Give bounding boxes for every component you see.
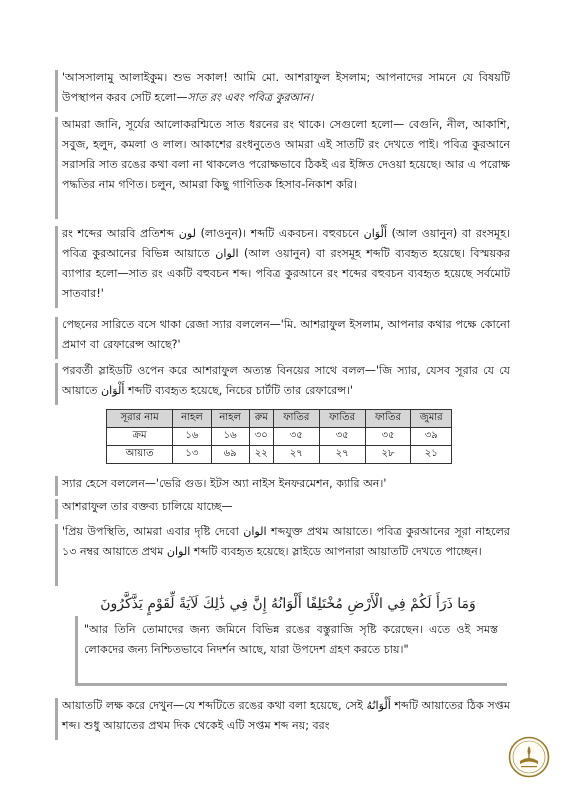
paragraph-rule: [55, 476, 58, 496]
table-cell: ২৭: [319, 446, 365, 464]
paragraph-reza-question: পেছনের সারিতে বসে থাকা রেজা স্যার বললেন—'মি. আশরাফুল ইসলাম, আপনার কথার পক্ষে কোনো প্রমাণ বা রেফারেন্স আছে?': [62, 318, 510, 351]
paragraph-arabic-word: রং শব্দের আরবি প্রতিশব্দ لون (লাওনুন)। শব্দটি একবচন। বহুবচনে أَلْوَان (আল ওয়ানুন) বা রংসমূহ। পবিত্র কুরআনের বিভিন্ন আয়াতে الوان (আল ওয়ানুন) বা রংসমূহ শব্দটি ব্যবহৃত হয়েছে। বিস্ময়কর ব্যাপার হলো—সাত রং একটি বহুবচন শব্দ। পবিত্র কুরআনে রং শব্দের বহুবচন ব্যবহৃত হয়েছে সর্বমোট সাতবার!': [62, 227, 510, 300]
table-cell: ৩৯: [411, 428, 452, 446]
table-header-cell: ফাতির: [365, 410, 411, 428]
paragraph-continue: আশরাফুল তার বক্তব্য চালিয়ে যাচ্ছে—: [62, 500, 233, 513]
paragraph-rule: [55, 698, 58, 740]
paragraph-first-verse: 'প্রিয় উপস্থিতি, আমরা এবার দৃষ্টি দেবো الوان শব্দযুক্ত প্রথম আয়াতে। পবিত্র কুরআনের সূরা নাহলের ১৩ নম্বর আয়াতে প্রথম الوان শব্দটি ব্যবহৃত হয়েছে। স্লাইডে আপনারা আয়াতটি দেখতে পাচ্ছেন।: [62, 525, 510, 558]
table-header-cell: ফাতির: [273, 410, 319, 428]
table-header-row: [107, 410, 452, 428]
paragraph-rule: [55, 317, 58, 359]
table-cell: ২১: [411, 446, 452, 464]
table-cell: ২৭: [273, 446, 319, 464]
paragraph-sir-reply: স্যার হেসে বললেন—'ভেরি গুড। ইটস অ্যা নাইস ইনফরমেশন, ক্যারি অন।': [62, 477, 387, 490]
table-header-cell: রুম: [249, 410, 273, 428]
paragraph-rule: [55, 499, 58, 519]
paragraph-rule: [55, 117, 58, 219]
reference-table: [106, 409, 452, 464]
greeting-text: 'আসসালামু আলাইকুম। শুভ সকাল! আমি মো. আশরাফুল ইসলাম; আপনাদের সামনে যে বিষয়টি উপস্থাপন করব সেটি হলো—: [62, 71, 510, 104]
table-cell: ৩৫: [319, 428, 365, 446]
table-cell: ৬৯: [211, 446, 249, 464]
table-cell: ২৮: [365, 446, 411, 464]
paragraph-seven-colors: আমরা জানি, সূর্যের আলোকরশ্মিতে সাত ধরনের রং থাকে। সেগুলো হলো— বেগুনি, নীল, আকাশি, সবুজ, হলুদ, কমলা ও লাল। আকাশের রংধনুতেও আমরা এই সাতটি রং দেখতে পাই। পবিত্র কুরআনে সরাসরি সাত রঙের কথা বলা না থাকলেও পরোক্ষভাবে ঠিকই এর ইঙ্গিত দেওয়া হয়েছে। আর এ পরোক্ষ পদ্ধতির নাম গণিত। চলুন, আমরা কিছু গাণিতিক হিসাব-নিকাশ করি।: [62, 118, 510, 191]
quran-verse: وَمَا ذَرَأَ لَكُمْ فِي الْأَرْضِ مُخْتَلِفًا أَلْوَانُهُ إِنَّ فِي ذَٰلِكَ لَآيَةً لِّقَوْمٍ يَذَّكَّرُونَ: [100, 596, 476, 612]
table-cell: ২২: [249, 446, 273, 464]
publisher-emblem-icon: [508, 736, 550, 778]
table-row: [107, 446, 452, 464]
table-row: [107, 428, 452, 446]
paragraph-rule: [55, 226, 58, 308]
verse-translation: "আর তিনি তোমাদের জন্য জমিনে বিভিন্ন রঙের বস্তুরাজি সৃষ্টি করেছেন। এতে ওই সমস্ত লোকদের জন্য নিশ্চিতভাবে নিদর্শন আছে, যারা উপদেশ গ্রহণ করতে চায়।": [84, 623, 498, 656]
table-header-cell: ফাতির: [319, 410, 365, 428]
table-cell: ১৬: [211, 428, 249, 446]
paragraph-slide-reply: পরবর্তী স্লাইডটি ওপেন করে আশরাফুল অত্যন্ত বিনয়ের সাথে বলল—'জি স্যার, যেসব সূরার যে যে আয়াতে أَلْوَان শব্দটি ব্যবহৃত হয়েছে, নিচের চার্টটি তার রেফারেন্স।': [62, 364, 510, 397]
table-cell: আয়াত: [107, 446, 173, 464]
table-cell: ক্রম: [107, 428, 173, 446]
paragraph-rule: [55, 524, 58, 586]
table-cell: ১৬: [173, 428, 211, 446]
paragraph-rule: [55, 363, 58, 405]
table-header-cell: সূরার নাম: [107, 410, 173, 428]
table-cell: ৩০: [249, 428, 273, 446]
table-cell: ৩৫: [365, 428, 411, 446]
paragraph-greeting: [62, 68, 510, 108]
table-header-cell: নাহল: [211, 410, 249, 428]
paragraph-seventh-word: আয়াতটি লক্ষ করে দেখুন—যে শব্দটিতে রঙের কথা বলা হয়েছে, সেই أَلْوَانُهُ শব্দটি আয়াতের ঠিক সপ্তম শব্দ। শুধু আয়াতের প্রথম দিক থেকেই এটি সপ্তম শব্দ নয়; বরং: [62, 699, 510, 732]
table-cell: ১৩: [173, 446, 211, 464]
table-header-cell: নাহল: [173, 410, 211, 428]
table-header-cell: জুমার: [411, 410, 452, 428]
table-cell: ৩৫: [273, 428, 319, 446]
topic-text: সাত রং এবং পবিত্র কুরআন।: [187, 91, 314, 104]
paragraph-rule: [55, 70, 58, 112]
